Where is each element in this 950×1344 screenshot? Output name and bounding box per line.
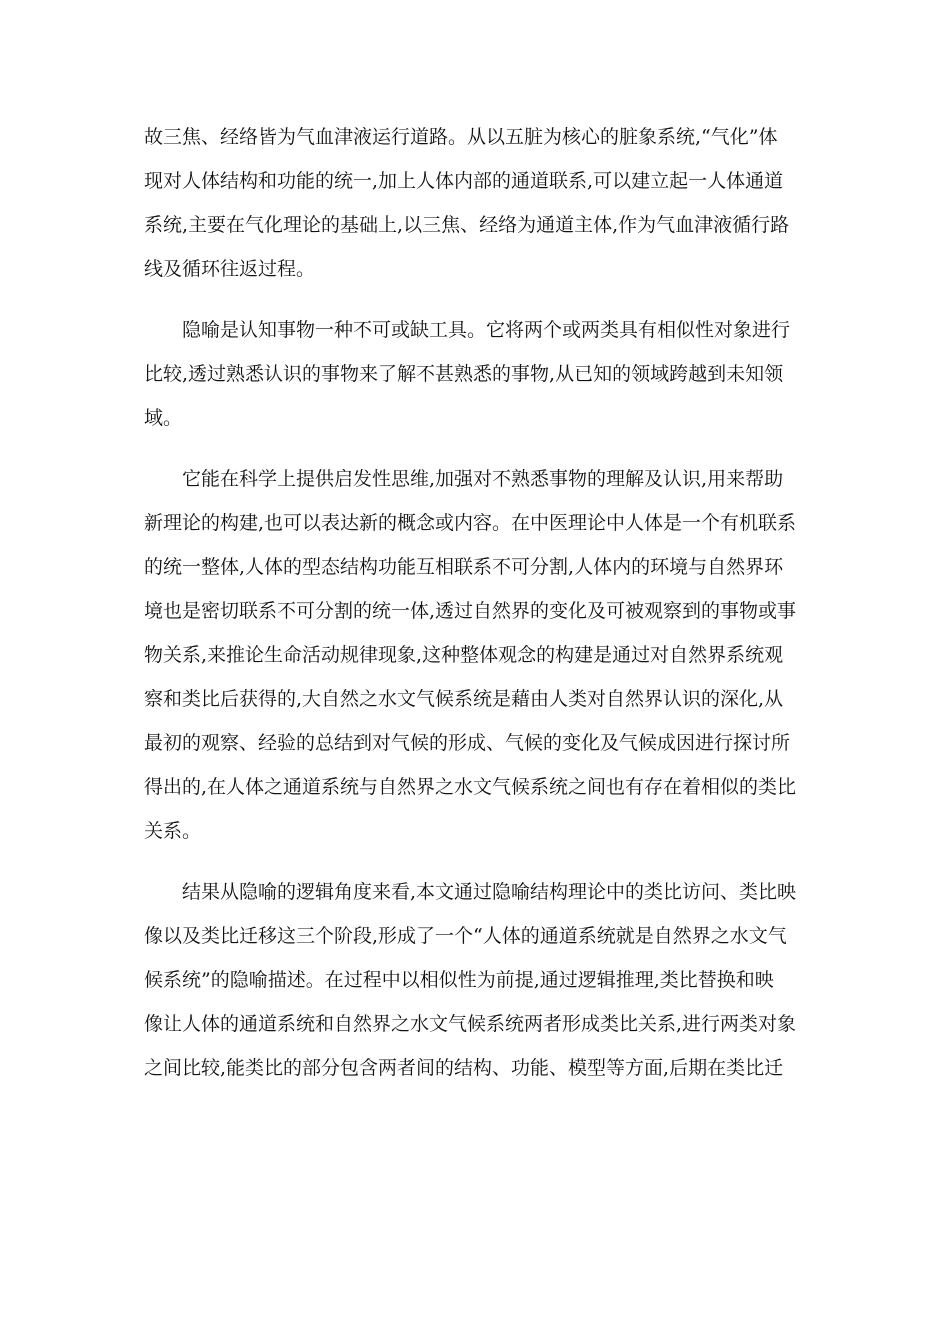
paragraph-1: [144, 115, 809, 291]
text-line: 隐喻是认知事物一种不可或缺工具。它将两个或两类具有相似性对象进行: [182, 319, 791, 341]
text-line: 关系。: [144, 820, 202, 842]
paragraph-4: [144, 870, 809, 1090]
text-line: 最初的观察、经验的总结到对气候的形成、气候的变化及气候成因进行探讨所: [144, 732, 791, 754]
text-line: 物关系,来推论生命活动规律现象,这种整体观念的构建是通过对自然界系统观: [144, 644, 784, 666]
text-line: 得出的,在人体之通道系统与自然界之水文气候系统之间也有存在着相似的类比: [144, 776, 797, 798]
text-line: 现对人体结构和功能的统一,加上人体内部的通道联系,可以建立起一人体通道: [144, 170, 784, 192]
text-line: 察和类比后获得的,大自然之水文气候系统是藉由人类对自然界认识的深化,从: [144, 688, 784, 710]
text-line: 之间比较,能类比的部分包含两者间的结构、功能、模型等方面,后期在类比迁: [144, 1057, 784, 1079]
text-line: 它能在科学上提供启发性思维,加强对不熟悉事物的理解及认识,用来帮助: [182, 468, 784, 490]
text-line: 系统,主要在气化理论的基础上,以三焦、经络为通道主体,作为气血津液循行路: [144, 214, 790, 236]
text-line: 境也是密切联系不可分割的统一体,透过自然界的变化及可被观察到的事物或事: [144, 600, 797, 622]
paragraph-2: [144, 308, 809, 440]
text-line: 的统一整体,人体的型态结构功能互相联系不可分割,人体内的环境与自然界环: [144, 556, 784, 578]
text-line: 像让人体的通道系统和自然界之水文气候系统两者形成类比关系,进行两类对象: [144, 1013, 797, 1035]
paragraph-3: [144, 457, 809, 853]
text-line: 线及循环往返过程。: [144, 258, 316, 280]
text-line: 比较,透过熟悉认识的事物来了解不甚熟悉的事物,从已知的领域跨越到未知领: [144, 363, 784, 385]
text-line: 域。: [144, 407, 183, 429]
text-line: 候系统”的隐喻描述。在过程中以相似性为前提,通过逻辑推理,类比替换和映: [144, 969, 774, 991]
text-body: [144, 115, 809, 1107]
text-line: 结果从隐喻的逻辑角度来看,本文通过隐喻结构理论中的类比访问、类比映: [182, 881, 797, 903]
text-line: 像以及类比迁移这三个阶段,形成了一个“人体的通道系统就是自然界之水文气: [144, 925, 787, 947]
text-line: 新理论的构建,也可以表达新的概念或内容。在中医理论中人体是一个有机联系: [144, 512, 797, 534]
text-line: 故三焦、经络皆为气血津液运行道路。从以五脏为核心的脏象系统,“气化”体: [144, 126, 778, 148]
